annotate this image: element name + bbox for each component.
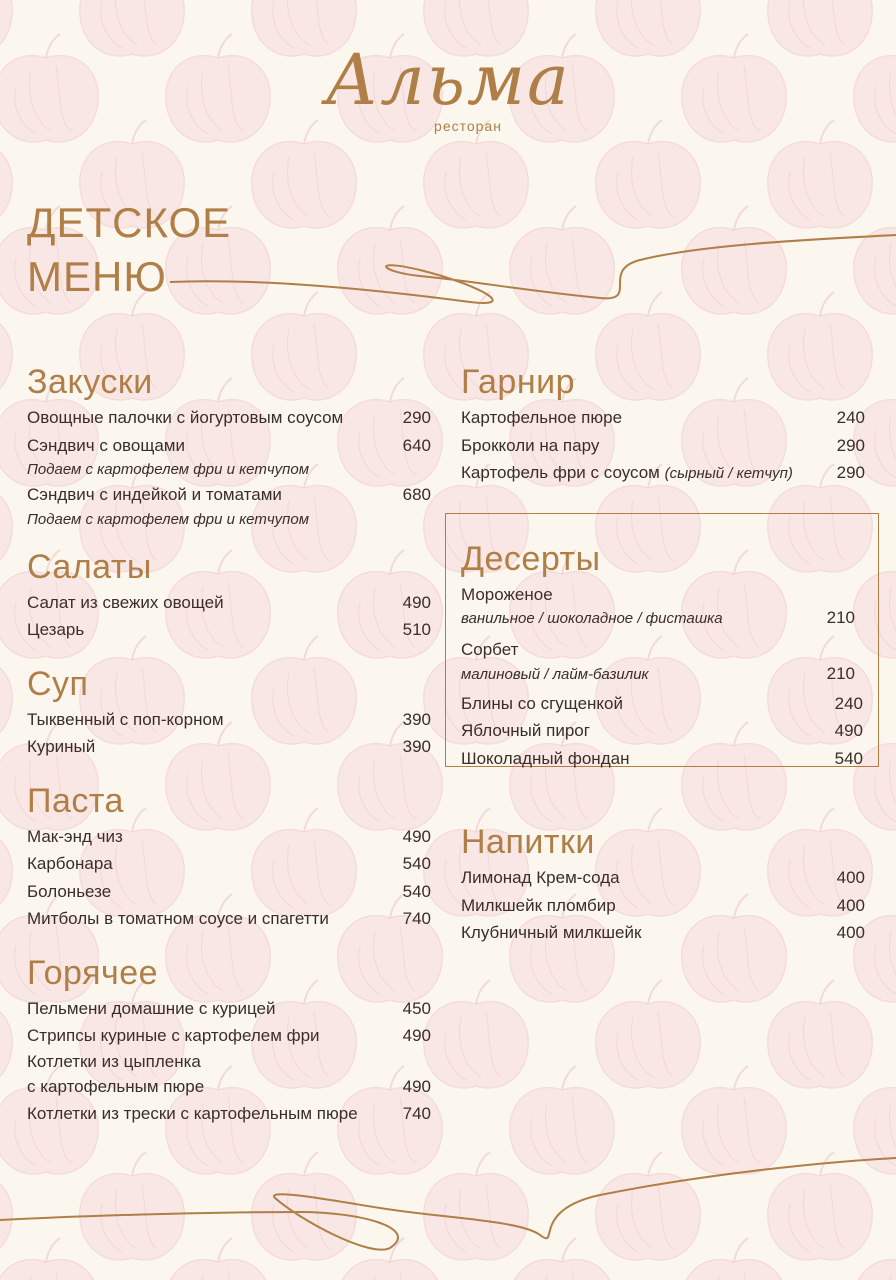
- menu-item: [27, 823, 431, 851]
- menu-item: [27, 589, 431, 617]
- item-name: Блины со сгущенкой: [461, 693, 623, 713]
- menu-item: [461, 608, 855, 630]
- item-name: Мороженое: [461, 584, 553, 604]
- menu-item: [27, 1022, 431, 1050]
- apple-pattern-tile: [252, 120, 356, 228]
- item-name: Лимонад Крем-сода: [461, 868, 620, 887]
- section-title: Напитки: [461, 823, 595, 861]
- apple-pattern-tile: [0, 980, 12, 1088]
- item-name: Митболы в томатном соусе и спагетти: [27, 909, 329, 928]
- apple-pattern-tile: [0, 464, 12, 572]
- item-price: 490: [834, 721, 863, 740]
- item-name: Яблочный пирог: [461, 721, 590, 740]
- item-name: Куриный: [27, 737, 96, 756]
- page-title: [27, 196, 231, 304]
- menu-column-right: [461, 360, 865, 947]
- menu-item: [461, 892, 865, 920]
- item-price: 240: [834, 693, 863, 713]
- decorative-swirl-bottom: [0, 1150, 896, 1260]
- item-name: Салат из свежих овощей: [27, 592, 224, 612]
- menu-item: [27, 481, 431, 509]
- item-name: Клубничный милкшейк: [461, 923, 642, 942]
- item-price: 290: [836, 463, 865, 482]
- item-price: 680: [402, 485, 431, 504]
- item-name: Картофельное пюре: [461, 408, 623, 427]
- item-price: 540: [834, 748, 863, 768]
- item-note: малиновый / лайм-базилик: [461, 665, 649, 683]
- item-name: Брокколи на пару: [461, 435, 600, 455]
- item-name: Карбонара: [27, 854, 113, 873]
- item-name: Цезарь: [27, 620, 85, 639]
- page-title-line1: ДЕТСКОЕ: [27, 199, 232, 246]
- item-name: Сэндвич с овощами: [27, 435, 185, 455]
- apple-pattern-tile: [768, 120, 872, 228]
- item-name: Тыквенный с поп-корном: [27, 709, 224, 729]
- section-title: Десерты: [461, 539, 601, 578]
- menu-item: [27, 850, 431, 878]
- section-salaty: [27, 545, 431, 644]
- item-price: 390: [402, 737, 431, 756]
- item-price: 290: [836, 435, 865, 455]
- menu-item: [27, 733, 431, 761]
- menu-item: [461, 459, 865, 488]
- menu-item: [461, 636, 855, 664]
- item-price: 400: [836, 868, 865, 887]
- restaurant-logo: [0, 40, 896, 134]
- menu-item: [461, 690, 863, 718]
- section-napitki: [461, 820, 865, 947]
- section-title: Горячее: [27, 953, 159, 992]
- item-price: 400: [836, 923, 865, 942]
- apple-pattern-tile: [596, 120, 700, 228]
- item-price: 450: [402, 998, 431, 1018]
- apple-pattern-tile: [768, 980, 872, 1088]
- menu-item: [27, 706, 431, 734]
- item-price: 400: [836, 895, 865, 915]
- item-price: 210: [826, 663, 855, 683]
- menu-item: [27, 616, 431, 644]
- section-deserty: [461, 537, 865, 773]
- item-name: Овощные палочки с йогуртовым соусом: [27, 408, 344, 427]
- item-note: Подаем с картофелем фри и кетчупом: [27, 510, 309, 528]
- section-title: Закуски: [27, 363, 153, 401]
- item-price: 490: [402, 826, 431, 846]
- apple-pattern-tile: [0, 636, 12, 744]
- item-price: 740: [402, 1104, 431, 1123]
- item-price: 240: [836, 408, 865, 427]
- item-price: 490: [402, 1026, 431, 1045]
- item-name-line2: с картофельным пюре: [27, 1076, 205, 1096]
- item-price: 510: [402, 620, 431, 639]
- item-price: 490: [402, 592, 431, 612]
- item-name: Пельмени домашние с курицей: [27, 998, 276, 1018]
- apple-pattern-tile: [596, 980, 700, 1088]
- menu-item: [27, 995, 431, 1023]
- section-title: Гарнир: [461, 363, 575, 401]
- item-price: 490: [402, 1076, 431, 1096]
- menu-item: [461, 581, 855, 609]
- menu-item: [461, 919, 865, 947]
- brand-subtitle: ресторан: [434, 118, 502, 134]
- menu-item: [27, 878, 431, 906]
- item-name: Сорбет: [461, 640, 519, 659]
- menu-item: [461, 404, 865, 432]
- menu-item: [27, 432, 431, 460]
- menu-item: [27, 1050, 431, 1073]
- item-note: ванильное / шоколадное / фисташка: [461, 610, 723, 627]
- item-price: 390: [402, 709, 431, 729]
- item-note: (сырный / кетчуп): [664, 465, 793, 482]
- menu-item: [27, 1100, 431, 1128]
- apple-pattern-tile: [424, 980, 528, 1088]
- menu-item: [461, 664, 855, 686]
- item-name-line1: Котлетки из цыпленка: [27, 1051, 201, 1071]
- item-price: 540: [402, 854, 431, 873]
- apple-pattern-tile: [0, 808, 12, 916]
- section-title: Салаты: [27, 547, 152, 586]
- item-price: 540: [402, 881, 431, 901]
- item-name: Картофель фри с соусом: [461, 463, 660, 482]
- menu-item: [27, 1073, 431, 1101]
- section-pasta: [27, 779, 431, 933]
- apple-pattern-tile: [0, 120, 12, 228]
- item-price: 210: [826, 608, 855, 627]
- menu-item: [27, 404, 431, 432]
- item-name: Болоньезе: [27, 881, 112, 901]
- item-name: Милкшейк пломбир: [461, 895, 616, 915]
- item-name: Мак-энд чиз: [27, 826, 123, 846]
- item-price: 740: [402, 909, 431, 928]
- brand-name: Альма: [325, 39, 571, 121]
- item-price: 640: [402, 435, 431, 455]
- section-garnir: [461, 360, 865, 488]
- item-name: Сэндвич с индейкой и томатами: [27, 485, 282, 504]
- menu-item: [461, 864, 865, 892]
- item-name: Стрипсы куриные с картофелем фри: [27, 1026, 320, 1045]
- menu-item: [461, 745, 863, 773]
- item-note: Подаем с картофелем фри и кетчупом: [27, 461, 309, 478]
- section-title: Суп: [27, 664, 89, 703]
- section-sup: [27, 662, 431, 761]
- section-zakuski: [27, 360, 431, 531]
- item-name: Котлетки из трески с картофельным пюре: [27, 1104, 358, 1123]
- page-title-line2: МЕНЮ: [27, 253, 167, 300]
- section-goryachee: [27, 951, 431, 1128]
- item-name-with-note: [461, 459, 793, 488]
- menu-item: [461, 717, 863, 745]
- item-name: Шоколадный фондан: [461, 748, 630, 768]
- menu-column-left: [27, 360, 431, 1128]
- item-price: 290: [402, 408, 431, 427]
- apple-pattern-tile: [424, 120, 528, 228]
- menu-item: [27, 905, 431, 933]
- section-title: Паста: [27, 781, 124, 820]
- menu-item: [461, 432, 865, 460]
